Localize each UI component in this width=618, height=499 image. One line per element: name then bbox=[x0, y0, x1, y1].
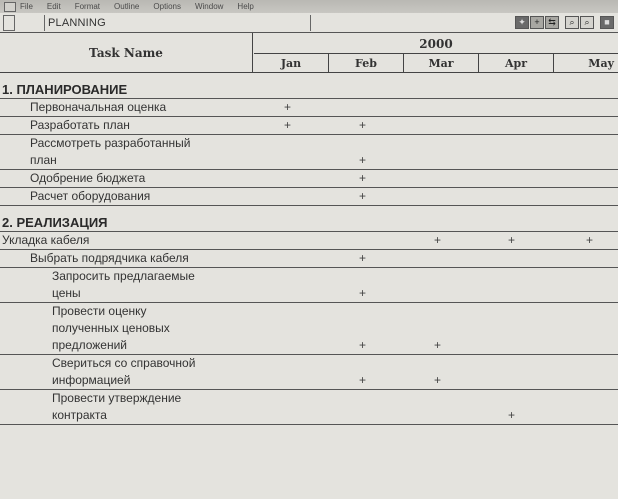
document-title-bar bbox=[0, 13, 618, 33]
timeline-mark-mar[interactable]: + bbox=[434, 338, 442, 352]
task-label-line: Первоначальная оценка bbox=[30, 100, 167, 114]
task-label-line: Одобрение бюджета bbox=[30, 171, 146, 185]
timeline-mark-feb[interactable]: + bbox=[359, 251, 367, 265]
task-grid bbox=[0, 73, 618, 425]
task-label-line: Разработать план bbox=[30, 118, 130, 132]
task-row[interactable] bbox=[0, 390, 618, 425]
task-label-line: Провести утверждение bbox=[52, 391, 182, 405]
task-label bbox=[0, 188, 618, 205]
timeline-mark-feb[interactable]: + bbox=[359, 373, 367, 387]
task-label-line: Укладка кабеля bbox=[2, 233, 90, 247]
task-label-line: Провести оценку bbox=[52, 304, 147, 318]
task-label bbox=[0, 268, 618, 302]
task-row[interactable] bbox=[0, 250, 618, 268]
task-label bbox=[0, 355, 618, 389]
system-menu-button[interactable] bbox=[4, 2, 16, 12]
month-header-feb[interactable]: Feb bbox=[329, 54, 404, 73]
menu-options[interactable]: Options bbox=[153, 2, 181, 11]
task-row[interactable] bbox=[0, 135, 618, 170]
menu-file[interactable]: File bbox=[20, 2, 33, 11]
task-row[interactable] bbox=[0, 268, 618, 303]
task-label-line: Свериться со справочной bbox=[52, 356, 196, 370]
task-label-line: цены bbox=[52, 286, 81, 300]
task-row[interactable] bbox=[0, 232, 618, 250]
zoom-out-icon[interactable]: ⌕ bbox=[565, 16, 579, 29]
panel-icon[interactable]: ■ bbox=[600, 16, 614, 29]
task-label bbox=[0, 170, 618, 187]
timeline-mark-feb[interactable]: + bbox=[359, 189, 367, 203]
section-label: 1. ПЛАНИРОВАНИЕ bbox=[2, 82, 128, 97]
task-label bbox=[0, 303, 618, 354]
timeline-mark-feb[interactable]: + bbox=[359, 338, 367, 352]
timeline-mark-feb[interactable]: + bbox=[359, 286, 367, 300]
collapse-icon[interactable]: ⇆ bbox=[545, 16, 559, 29]
task-label bbox=[0, 117, 618, 134]
timeline-mark-feb[interactable]: + bbox=[359, 153, 367, 167]
task-label bbox=[0, 99, 618, 116]
row-select-box[interactable] bbox=[3, 15, 15, 31]
menu-bar bbox=[0, 0, 618, 13]
month-headers bbox=[254, 54, 618, 73]
timeline-mark-mar[interactable]: + bbox=[434, 233, 442, 247]
month-header-jan[interactable]: Jan bbox=[254, 54, 329, 73]
menu-outline[interactable]: Outline bbox=[114, 2, 140, 11]
timeline-mark-jan[interactable]: + bbox=[284, 118, 292, 132]
section-row[interactable] bbox=[0, 73, 618, 99]
task-label-line: план bbox=[30, 153, 57, 167]
timeline-mark-mar[interactable]: + bbox=[434, 373, 442, 387]
menu-format[interactable]: Format bbox=[74, 2, 101, 11]
menu-window[interactable]: Window bbox=[194, 2, 224, 11]
task-label-line: Выбрать подрядчика кабеля bbox=[30, 251, 189, 265]
task-row[interactable] bbox=[0, 117, 618, 135]
menu-edit[interactable]: Edit bbox=[46, 2, 61, 11]
task-row[interactable] bbox=[0, 355, 618, 390]
timeline-mark-apr[interactable]: + bbox=[508, 233, 516, 247]
star-icon[interactable]: ✦ bbox=[515, 16, 529, 29]
timeline-mark-jan[interactable]: + bbox=[284, 100, 292, 114]
toolbar bbox=[515, 16, 614, 29]
task-label-line: полученных ценовых bbox=[52, 321, 170, 335]
section-row[interactable] bbox=[0, 206, 618, 232]
timeline-mark-feb[interactable]: + bbox=[359, 171, 367, 185]
task-name-column-header[interactable]: Task Name bbox=[0, 33, 253, 73]
task-row[interactable] bbox=[0, 99, 618, 117]
timeline-header bbox=[0, 33, 618, 73]
task-label-line: контракта bbox=[52, 408, 107, 422]
task-label bbox=[0, 390, 618, 424]
task-row[interactable] bbox=[0, 170, 618, 188]
task-label-line: предложений bbox=[52, 338, 127, 352]
month-header-may[interactable]: May bbox=[588, 57, 614, 70]
task-label bbox=[0, 250, 618, 267]
plus-icon[interactable]: + bbox=[530, 16, 544, 29]
zoom-in-icon[interactable]: ⌕ bbox=[580, 16, 594, 29]
month-header-mar[interactable]: Mar bbox=[404, 54, 479, 73]
menu-help[interactable]: Help bbox=[237, 2, 254, 11]
timeline-mark-feb[interactable]: + bbox=[359, 118, 367, 132]
document-title: PLANNING bbox=[48, 17, 106, 29]
column-select-box[interactable] bbox=[15, 15, 45, 31]
month-header-apr[interactable]: Apr bbox=[479, 54, 554, 73]
task-label-line: Запросить предлагаемые bbox=[52, 269, 195, 283]
timeline-mark-apr[interactable]: + bbox=[508, 408, 516, 422]
timeline-mark-may[interactable]: + bbox=[586, 233, 594, 247]
task-label-line: Расчет оборудования bbox=[30, 189, 151, 203]
section-label: 2. РЕАЛИЗАЦИЯ bbox=[2, 215, 108, 230]
title-divider bbox=[310, 15, 311, 31]
year-header: 2000 bbox=[254, 33, 618, 54]
task-label bbox=[0, 232, 618, 249]
task-label bbox=[0, 135, 618, 169]
task-row[interactable] bbox=[0, 188, 618, 206]
task-label-line: информацией bbox=[52, 373, 131, 387]
task-row[interactable] bbox=[0, 303, 618, 355]
task-label-line: Рассмотреть разработанный bbox=[30, 136, 191, 150]
